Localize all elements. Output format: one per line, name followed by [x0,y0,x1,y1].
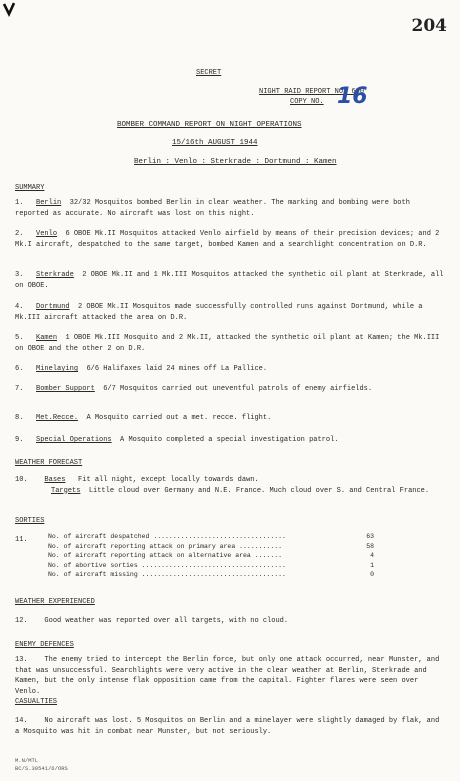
sorties-heading: SORTIES [15,517,45,525]
summary-heading: SUMMARY [15,184,45,192]
paragraph-5: 5. Kamen 1 OBOE Mk.III Mosquito and 2 Mk.II, attacked the synthetic oil plant at Kamen; the Mk.III on OBOE and the other 2 on D.R. [15,334,440,353]
weather-experienced-heading: WEATHER EXPERIENCED [15,598,95,606]
footer-initials: M.N/MTL [15,757,39,764]
page-number: 204 [411,16,447,36]
sorties-number: 11. [15,536,28,544]
weather-forecast-heading: WEATHER FORECAST [15,459,83,467]
targets-line: Berlin : Venlo : Sterkrade : Dortmund : Kamen [134,158,337,166]
paragraph-1: 1. Berlin 32/32 Mosquitos bombed Berlin in clear weather. The marking and bombing were both reported as accurate. No aircraft was lost on this night. [15,199,410,218]
paragraph-4: 4. Dortmund 2 OBOE Mk.II Mosquitos made successfully controlled runs against Dortmund, while a Mk.III aircraft attacked the area on D.R. [15,303,423,322]
footer-reference: BC/S.30541/6/ORS [15,765,68,772]
sorties-table [48,532,374,580]
paragraph-6: 6. Minelaying 6/6 Halifaxes laid 24 mines off La Pallice. [15,365,268,373]
enemy-defences-heading: ENEMY DEFENCES [15,641,74,649]
paragraph-2: 2. Venlo 6 OBOE Mk.II Mosquitos attacked Venlo airfield by means of their precision devices; and 2 Mk.I aircraft, despatched to the same target, bombed Kamen and a searchlight concentration on D.R. [15,230,440,249]
paragraph-14: 14. No aircraft was lost. 5 Mosquitos on Berlin and a minelayer were slightly damaged by flak, and a Mosquito was hit in combat near Munster, but not seriously. [15,717,440,736]
report-number: NIGHT RAID REPORT NO. 690 [259,88,365,96]
paragraph-8: 8. Met.Recce. A Mosquito carried out a met. recce. flight. [15,414,272,422]
paragraph-12: 12. Good weather was reported over all targets, with no cloud. [15,617,289,625]
paragraph-3: 3. Sterkrade 2 OBOE Mk.II and 1 Mk.III Mosquitos attacked the synthetic oil plant at Sterkrade, all on OBOE. [15,271,444,290]
sorties-row: No. of abortive sorties ..................................... 1 [48,561,374,569]
paragraph-7: 7. Bomber Support 6/7 Mosquitos carried out uneventful patrols of enemy airfields. [15,385,373,393]
casualties-heading: CASUALTIES [15,698,58,706]
sorties-row: No. of aircraft reporting attack on primary area ........... 58 [48,542,374,550]
paragraph-9: 9. Special Operations A Mosquito completed a special investigation patrol. [15,436,339,444]
check-mark-icon [3,2,15,18]
classification-label: SECRET [196,69,222,77]
paragraph-13: 13. The enemy tried to intercept the Berlin force, but only one attack occurred, near Munster, and that was unsuccessful. Searchlights were very active in the clear weather at Berlin, Sterkrade and Kamen, but the only intense flak opposition came from the capital. Fighter flares were seen over Venlo. [15,656,440,696]
copy-number-handwritten: 16 [337,84,368,109]
copy-number-label: COPY NO. [290,98,324,106]
sorties-row: No. of aircraft missing ..................................... 0 [48,571,374,578]
paragraph-10: 10. Bases Fit all night, except locally towards dawn. Targets Little cloud over Germany and N.E. France. Much cloud over S. and Central France. [15,476,430,495]
sorties-row: No. of aircraft despatched .................................. 63 [48,533,374,540]
report-date: 15/16th AUGUST 1944 [172,139,258,147]
sorties-row: No. of aircraft reporting attack on alternative area ....... 4 [48,552,374,559]
report-title: BOMBER COMMAND REPORT ON NIGHT OPERATIONS [117,121,302,129]
